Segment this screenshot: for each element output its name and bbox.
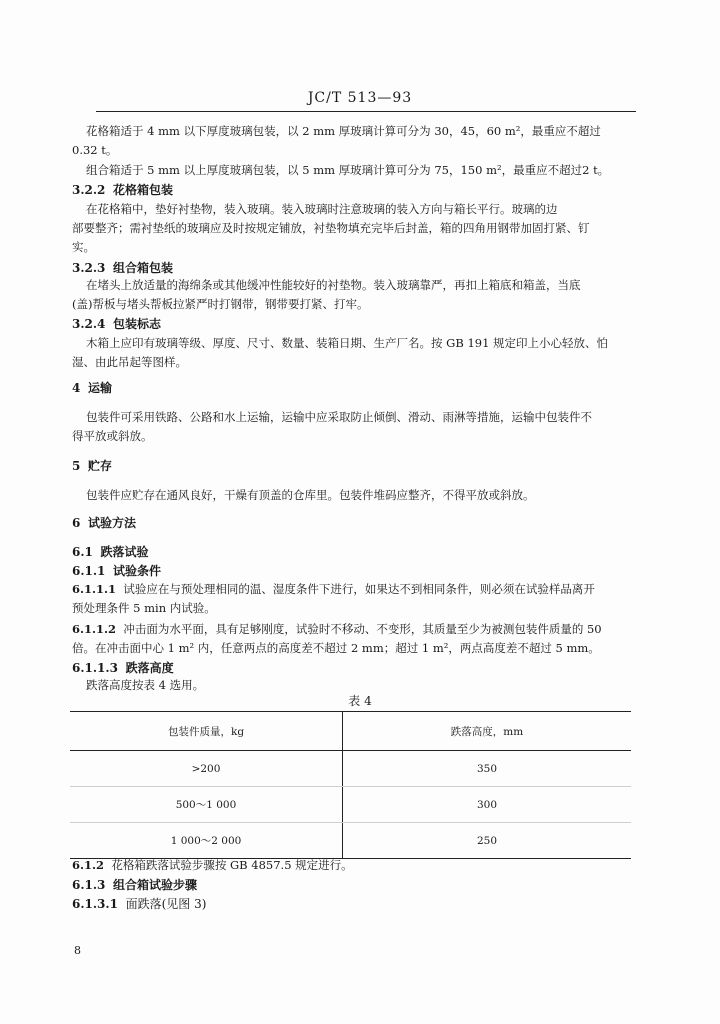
paragraph-6-1-2: 6.1.2 花格箱跌落试验步骤按 GB 4857.5 规定进行。 — [72, 858, 353, 872]
table-header-cell: 包装件质量，kg — [70, 712, 343, 751]
text-line: 湿、由此吊起等图样。 — [72, 355, 187, 369]
paragraph-6-1-1-2: 6.1.1.2 冲击面为水平面，具有足够刚度，试验时不移动、不变形，其质量至少为被测包装件质量的 50 — [72, 622, 602, 636]
text-line: 在堵头上放适量的海绵条或其他缓冲性能较好的衬垫物。装入玻璃靠严，再扣上箱底和箱盖，当底 — [86, 278, 581, 292]
section-heading-6-1: 6.1 跌落试验 — [72, 545, 149, 559]
header-rule — [96, 111, 636, 112]
text-line: 0.32 t。 — [72, 143, 118, 157]
table-cell: 500～1 000 — [70, 787, 343, 823]
table-header-cell: 跌落高度，mm — [343, 712, 632, 751]
table-caption: 表 4 — [348, 694, 372, 708]
text-line: 花格箱适于 4 mm 以下厚度玻璃包装，以 2 mm 厚玻璃计算可分为 30，45，60 m²，最重应不超过 — [86, 124, 601, 138]
section-heading-4: 4 运输 — [72, 381, 113, 395]
table-header-row — [70, 712, 631, 751]
text-line: 包装件可采用铁路、公路和水上运输，运输中应采取防止倾倒、滑动、雨淋等措施，运输中包装件不 — [86, 410, 592, 424]
section-heading-3-2-3: 3.2.3 组合箱包装 — [72, 261, 174, 275]
table-cell: 350 — [343, 751, 632, 787]
text-line: 组合箱适于 5 mm 以上厚度玻璃包装，以 5 mm 厚玻璃计算可分为 75，150 m²，最重应不超过2 t。 — [86, 163, 610, 177]
text-line: 实。 — [72, 240, 95, 254]
section-heading-5: 5 贮存 — [72, 459, 113, 473]
paragraph-6-1-1-1: 6.1.1.1 试验应在与预处理相同的温、湿度条件下进行，如果达不到相同条件，则必须在试验样品离开 — [72, 582, 595, 596]
document-code: JC/T 513—93 — [307, 90, 413, 106]
text-line: 部要整齐；需衬垫纸的玻璃应及时按规定铺放，衬垫物填充完毕后封盖，箱的四角用钢带加固打紧、钉 — [72, 221, 590, 235]
table-4 — [70, 711, 631, 859]
text-line: (盖)帮板与堵头帮板拉紧严时打钢带，钢带要打紧、打牢。 — [72, 297, 369, 311]
section-heading-6-1-1: 6.1.1 试验条件 — [72, 564, 162, 578]
section-heading-6-1-1-3: 6.1.1.3 跌落高度 — [72, 661, 174, 675]
section-heading-6: 6 试验方法 — [72, 516, 137, 530]
table-cell: 1 000～2 000 — [70, 823, 343, 859]
section-heading-3-2-4: 3.2.4 包装标志 — [72, 317, 162, 331]
text-line: 得平放或斜放。 — [72, 429, 153, 443]
table-row — [70, 787, 631, 823]
text-line: 倍。在冲击面中心 1 m² 内，任意两点的高度差不超过 2 mm；超过 1 m²，两点高度差不超过 5 mm。 — [72, 641, 600, 655]
text-line: 木箱上应印有玻璃等级、厚度、尺寸、数量、装箱日期、生产厂名。按 GB 191 规定印上小心轻放、怕 — [86, 336, 609, 350]
table-cell: 250 — [343, 823, 632, 859]
text-line: 跌落高度按表 4 选用。 — [86, 678, 205, 692]
table-cell: 300 — [343, 787, 632, 823]
section-heading-6-1-3-1: 6.1.3.1 面跌落(见图 3) — [72, 897, 207, 911]
text-line: 在花格箱中，垫好衬垫物，装入玻璃。装入玻璃时注意玻璃的装入方向与箱长平行。玻璃的边 — [86, 202, 558, 216]
table-cell: >200 — [70, 751, 343, 787]
section-heading-6-1-3: 6.1.3 组合箱试验步骤 — [72, 878, 198, 892]
section-heading-3-2-2: 3.2.2 花格箱包装 — [72, 183, 174, 197]
text-line: 预处理条件 5 min 内试验。 — [72, 601, 216, 615]
table-row — [70, 751, 631, 787]
text-line: 包装件应贮存在通风良好，干燥有顶盖的仓库里。包装件堆码应整齐，不得平放或斜放。 — [86, 488, 535, 502]
table-row — [70, 823, 631, 859]
page-number: 8 — [74, 944, 81, 957]
